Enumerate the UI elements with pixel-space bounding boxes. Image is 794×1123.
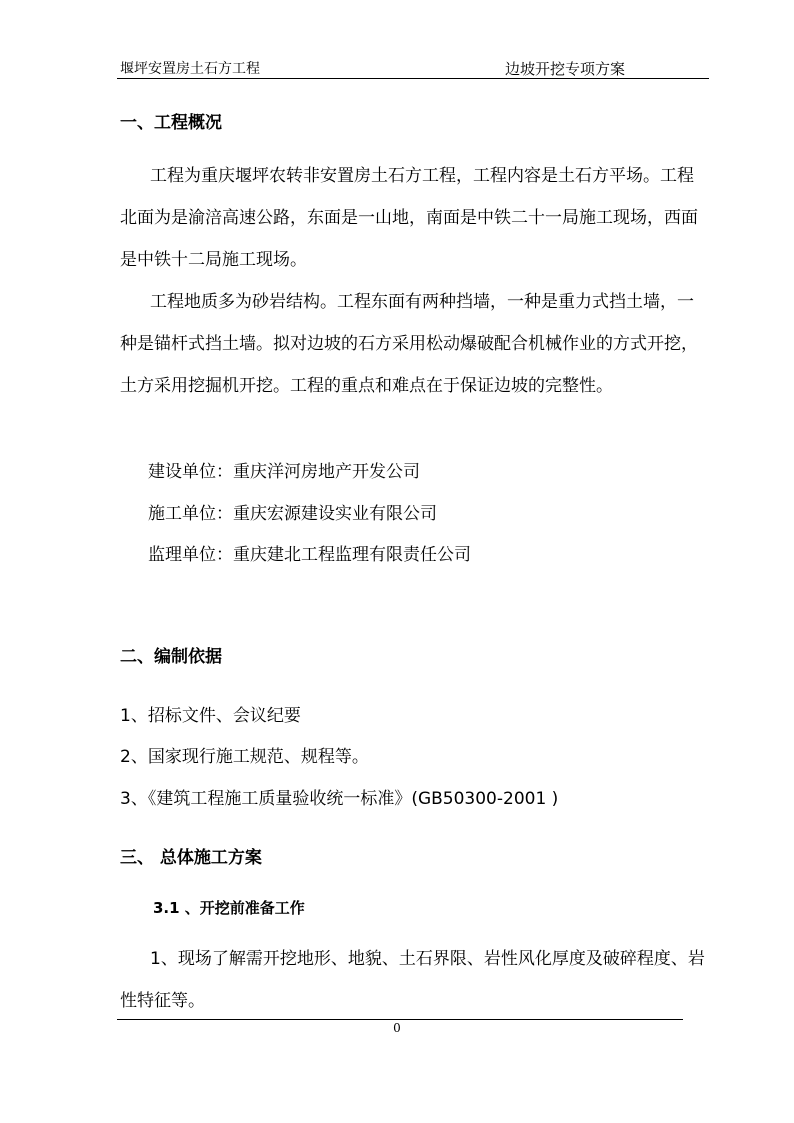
basis-item-3: 3、《建筑工程施工质量验收统一标准》(GB50300-2001 ) <box>120 789 559 809</box>
section-1-paragraph-2: 工程地质多为砂岩结构。工程东面有两种挡墙，一种是重力式挡土墙，一种是锚杆式挡土墙。拟对边坡的石方采用松动爆破配合机械作业的方式开挖，土方采用挖掘机开挖。工程的重点和难点在于保证边坡的完整性。 <box>120 292 698 396</box>
section-3-1-paragraph-1: 1、现场了解需开挖地形、地貌、土石界限、岩性风化厚度及破碎程度、岩性特征等。 <box>120 949 705 1011</box>
section-1-heading: 一、工程概况 <box>120 113 222 133</box>
supervisor-unit: 监理单位：重庆建北工程监理有限责任公司 <box>148 545 471 565</box>
section-3-1-heading: 3.1 、开挖前准备工作 <box>153 899 305 917</box>
header-divider <box>117 78 709 79</box>
header-project-name: 堰坪安置房土石方工程 <box>120 61 260 77</box>
contractor-unit: 施工单位：重庆宏源建设实业有限公司 <box>148 504 437 524</box>
basis-item-2: 2、国家现行施工规范、规程等。 <box>120 747 369 767</box>
basis-item-1: 1、招标文件、会议纪要 <box>120 706 301 726</box>
page-number: 0 <box>393 1021 401 1035</box>
section-3-heading: 三、 总体施工方案 <box>120 848 262 868</box>
section-2-heading: 二、编制依据 <box>120 647 222 667</box>
header-document-title: 边坡开挖专项方案 <box>505 60 626 78</box>
footer-divider <box>117 1019 683 1020</box>
builder-unit: 建设单位：重庆洋河房地产开发公司 <box>148 462 420 482</box>
section-1-paragraph-1: 工程为重庆堰坪农转非安置房土石方工程，工程内容是土石方平场。工程北面为是渝涪高速公路，东面是一山地，南面是中铁二十一局施工现场，西面是中铁十二局施工现场。 <box>120 166 698 270</box>
